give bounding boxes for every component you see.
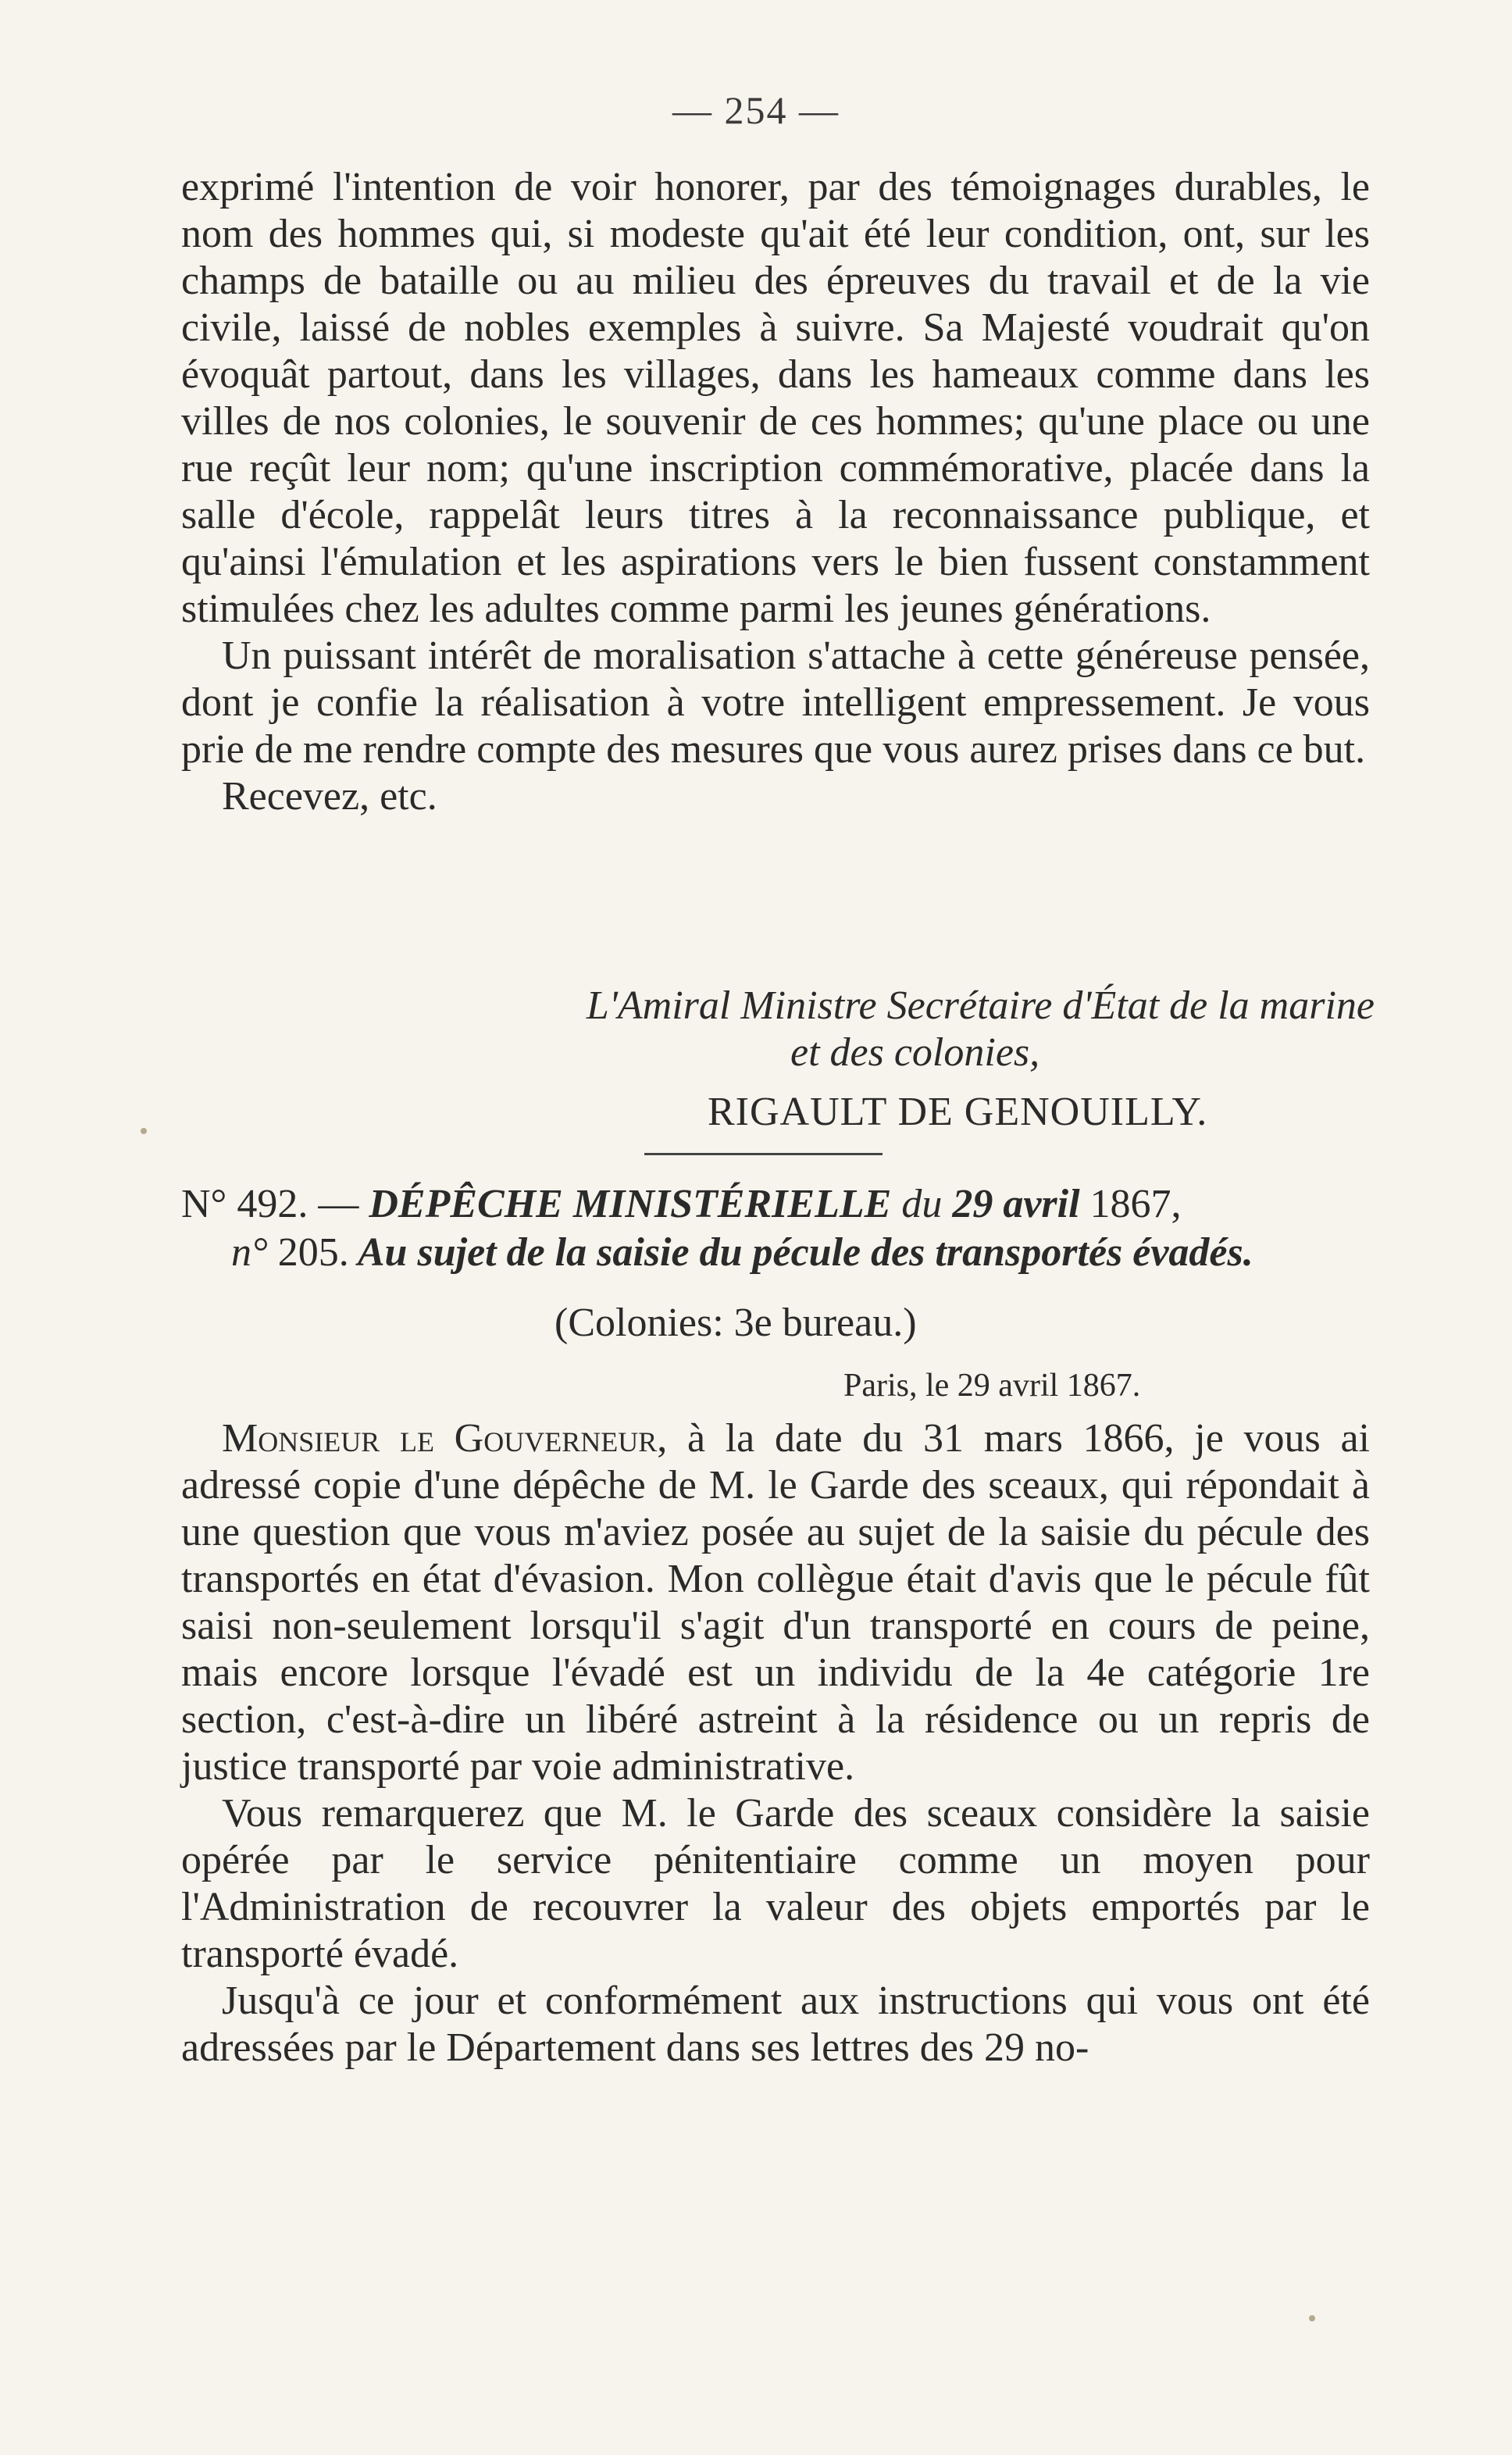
paper-speck <box>1309 2315 1315 2321</box>
entry-heading-line2 <box>231 1229 1253 1276</box>
entry-type: DÉPÊCHE MINISTÉRIELLE <box>369 1182 892 1226</box>
signer-name: RIGAULT DE GENOUILLY. <box>708 1090 1208 1134</box>
entry-heading-line1 <box>181 1181 1370 1228</box>
paragraph-text: à la date du 31 mars 1866, je vous ai adressé copie d'une dépêche de M. le Garde des sceaux, qui répondait à une question que vous m'aviez posée au sujet de la saisie du pécule des transportés en état d'évasion. Mon collègue était d'avis que le pécule fût saisi non-seulement lorsqu'il s'agit d'un transporté en cours de peine, mais encore lorsque l'évadé est un individu de la 4e catégorie 1re section, c'est-à-dire un libéré astreint à la résidence ou un repris de justice transporté par voie administrative. <box>181 1416 1370 1789</box>
paragraph: Vous remarquerez que M. le Garde des sceaux considère la saisie opérée par le service pénitentiaire comme un moyen pour l'Administration de recouvrer la valeur des objets emportés par le transporté évadé. <box>181 1791 1370 1976</box>
page-number: — 254 — <box>672 88 840 132</box>
entry-date: 29 avril <box>952 1182 1080 1226</box>
entry-ref-prefix: n° <box>231 1230 268 1275</box>
entry-place-date: Paris, le 29 avril 1867. <box>843 1368 1141 1404</box>
paragraph: Un puissant intérêt de moralisation s'attache à cette généreuse pensée, dont je confie la réalisation à votre intelligent empressement. Je vous prie de me rendre compte des mesures que vous aurez prises dans ce but. <box>181 633 1370 772</box>
salutation: Monsieur le Gouverneur, <box>222 1416 668 1461</box>
letter-body-1 <box>181 164 1370 820</box>
separator-rule <box>644 1153 883 1155</box>
entry-office: (Colonies: 3e bureau.) <box>555 1301 917 1345</box>
entry-date-prefix: du <box>891 1182 953 1226</box>
entry-ref-number: 205. <box>267 1230 349 1275</box>
paragraph: Jusqu'à ce jour et conformément aux instructions qui vous ont été adressées par le Département dans ses lettres des 29 no- <box>181 1979 1370 2070</box>
paragraph: exprimé l'intention de voir honorer, par des témoignages durables, le nom des hommes qui, si modeste qu'ait été leur condition, ont, sur les champs de bataille ou au milieu des épreuves du travail et de la vie civile, laissé de nobles exemples à suivre. Sa Majesté voudrait qu'on évoquât partout, dans les villages, dans les hameaux comme dans les villes de nos colonies, le souvenir de ces hommes; qu'une place ou une rue reçût leur nom; qu'une inscription commémorative, placée dans la salle d'école, rappelât leurs titres à la reconnaissance publique, et qu'ainsi l'émulation et les aspirations vers le bien fussent constamment stimulées chez les adultes comme parmi les jeunes générations. <box>181 165 1370 631</box>
entry-subject: Au sujet de la saisie du pécule des transportés évadés. <box>348 1230 1253 1275</box>
paragraph <box>181 1415 1370 1790</box>
entry-year: 1867, <box>1079 1182 1182 1226</box>
letter-body-2 <box>181 1415 1370 2071</box>
closing: Recevez, etc. <box>222 774 437 819</box>
signature-title-line2: et des colonies, <box>790 1030 1040 1075</box>
entry-dash: — <box>308 1182 369 1226</box>
paper-speck <box>141 1128 147 1134</box>
signature-title-line1: L'Amiral Ministre Secrétaire d'État de la marine <box>586 983 1375 1028</box>
entry-number: N° 492. <box>181 1182 308 1226</box>
